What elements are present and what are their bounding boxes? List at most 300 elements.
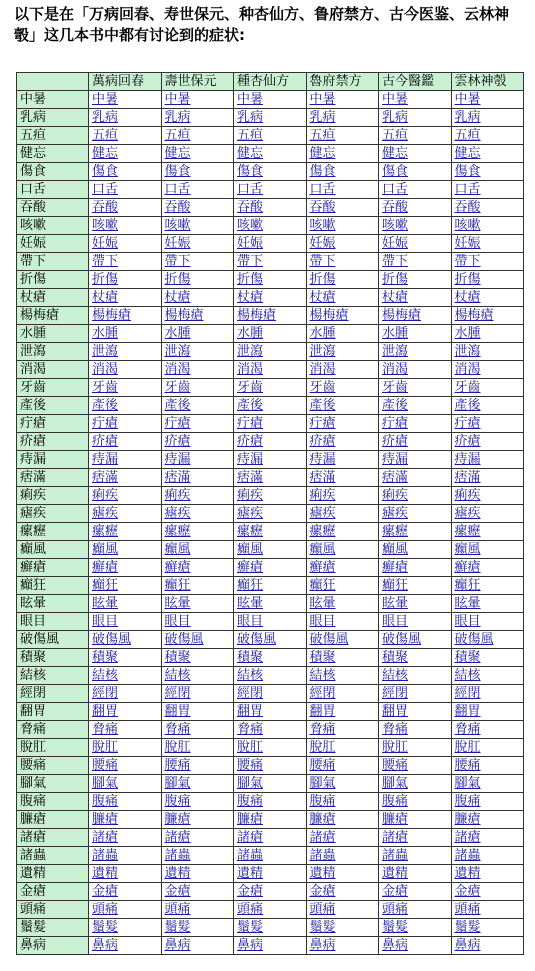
symptom-link[interactable]: 腳氣 bbox=[382, 776, 409, 791]
symptom-link[interactable]: 消渴 bbox=[164, 362, 191, 377]
symptom-link[interactable]: 乳病 bbox=[164, 110, 191, 125]
symptom-link[interactable]: 經閉 bbox=[382, 686, 409, 701]
symptom-link[interactable]: 頭痛 bbox=[92, 902, 119, 917]
symptom-link[interactable]: 痞滿 bbox=[454, 470, 481, 485]
table-cell bbox=[306, 739, 379, 757]
symptom-link[interactable]: 積聚 bbox=[454, 650, 481, 665]
symptom-link[interactable]: 臁瘡 bbox=[382, 812, 409, 827]
symptom-link[interactable]: 積聚 bbox=[237, 650, 264, 665]
symptom-link[interactable]: 口舌 bbox=[309, 182, 336, 197]
symptom-link[interactable]: 傷食 bbox=[382, 164, 409, 179]
symptom-link[interactable]: 疔瘡 bbox=[164, 416, 191, 431]
symptom-link[interactable]: 產後 bbox=[454, 398, 481, 413]
symptom-link[interactable]: 消渴 bbox=[454, 362, 481, 377]
symptom-link[interactable]: 水腫 bbox=[309, 326, 336, 341]
symptom-link[interactable]: 腹痛 bbox=[164, 794, 191, 809]
symptom-link[interactable]: 中暑 bbox=[92, 92, 119, 107]
symptom-link[interactable]: 乳病 bbox=[309, 110, 336, 125]
symptom-link[interactable]: 杖瘡 bbox=[382, 290, 409, 305]
symptom-link[interactable]: 水腫 bbox=[164, 326, 191, 341]
symptom-link[interactable]: 頭痛 bbox=[382, 902, 409, 917]
symptom-link[interactable]: 腹痛 bbox=[237, 794, 264, 809]
symptom-link[interactable]: 經閉 bbox=[237, 686, 264, 701]
symptom-link[interactable]: 眼目 bbox=[164, 614, 191, 629]
symptom-link[interactable]: 折傷 bbox=[164, 272, 191, 287]
symptom-link[interactable]: 痞滿 bbox=[164, 470, 191, 485]
symptom-link[interactable]: 經閉 bbox=[92, 686, 119, 701]
symptom-link[interactable]: 痢疾 bbox=[454, 488, 481, 503]
symptom-link[interactable]: 結核 bbox=[164, 668, 191, 683]
symptom-link[interactable]: 牙齒 bbox=[454, 380, 481, 395]
symptom-link[interactable]: 瘧疾 bbox=[454, 506, 481, 521]
symptom-link[interactable]: 瘰癧 bbox=[382, 524, 409, 539]
symptom-link[interactable]: 癲風 bbox=[92, 542, 119, 557]
symptom-link[interactable]: 眼目 bbox=[382, 614, 409, 629]
symptom-link[interactable]: 乳病 bbox=[454, 110, 481, 125]
symptom-link[interactable]: 經閉 bbox=[454, 686, 481, 701]
symptom-link[interactable]: 癲狂 bbox=[454, 578, 481, 593]
symptom-link[interactable]: 吞酸 bbox=[382, 200, 409, 215]
symptom-link[interactable]: 楊梅瘡 bbox=[164, 308, 204, 323]
symptom-link[interactable]: 疥瘡 bbox=[92, 434, 119, 449]
symptom-link[interactable]: 鼻病 bbox=[92, 938, 119, 953]
symptom-link[interactable]: 痞滿 bbox=[92, 470, 119, 485]
symptom-link[interactable]: 瘰癧 bbox=[92, 524, 119, 539]
symptom-link[interactable]: 瘧疾 bbox=[164, 506, 191, 521]
symptom-link[interactable]: 折傷 bbox=[237, 272, 264, 287]
symptom-link[interactable]: 痔漏 bbox=[382, 452, 409, 467]
symptom-link[interactable]: 腰痛 bbox=[382, 758, 409, 773]
symptom-link[interactable]: 疔瘡 bbox=[237, 416, 264, 431]
symptom-link[interactable]: 脫肛 bbox=[164, 740, 191, 755]
symptom-link[interactable]: 癲狂 bbox=[92, 578, 119, 593]
symptom-link[interactable]: 健忘 bbox=[309, 146, 336, 161]
symptom-link[interactable]: 諸蟲 bbox=[309, 848, 336, 863]
symptom-link[interactable]: 痞滿 bbox=[237, 470, 264, 485]
symptom-link[interactable]: 經閉 bbox=[309, 686, 336, 701]
symptom-link[interactable]: 口舌 bbox=[164, 182, 191, 197]
symptom-link[interactable]: 口舌 bbox=[454, 182, 481, 197]
symptom-link[interactable]: 吞酸 bbox=[164, 200, 191, 215]
symptom-link[interactable]: 諸瘡 bbox=[164, 830, 191, 845]
symptom-link[interactable]: 脅痛 bbox=[454, 722, 481, 737]
symptom-link[interactable]: 翻胃 bbox=[237, 704, 264, 719]
symptom-link[interactable]: 遺精 bbox=[92, 866, 119, 881]
symptom-link[interactable]: 口舌 bbox=[237, 182, 264, 197]
symptom-link[interactable]: 鼻病 bbox=[454, 938, 481, 953]
symptom-link[interactable]: 泄瀉 bbox=[237, 344, 264, 359]
symptom-link[interactable]: 疥瘡 bbox=[237, 434, 264, 449]
symptom-link[interactable]: 眩暈 bbox=[164, 596, 191, 611]
symptom-link[interactable]: 鬚髮 bbox=[164, 920, 191, 935]
symptom-link[interactable]: 諸瘡 bbox=[382, 830, 409, 845]
symptom-link[interactable]: 中暑 bbox=[382, 92, 409, 107]
symptom-link[interactable]: 腳氣 bbox=[309, 776, 336, 791]
symptom-link[interactable]: 帶下 bbox=[237, 254, 264, 269]
symptom-link[interactable]: 鬚髮 bbox=[237, 920, 264, 935]
symptom-link[interactable]: 癲風 bbox=[309, 542, 336, 557]
symptom-link[interactable]: 口舌 bbox=[92, 182, 119, 197]
symptom-link[interactable]: 腰痛 bbox=[164, 758, 191, 773]
symptom-link[interactable]: 鬚髮 bbox=[454, 920, 481, 935]
symptom-link[interactable]: 楊梅瘡 bbox=[237, 308, 277, 323]
symptom-link[interactable]: 妊娠 bbox=[164, 236, 191, 251]
symptom-link[interactable]: 破傷風 bbox=[237, 632, 277, 647]
symptom-link[interactable]: 消渴 bbox=[237, 362, 264, 377]
symptom-link[interactable]: 折傷 bbox=[92, 272, 119, 287]
symptom-link[interactable]: 咳嗽 bbox=[237, 218, 264, 233]
symptom-link[interactable]: 傷食 bbox=[92, 164, 119, 179]
symptom-link[interactable]: 眼目 bbox=[454, 614, 481, 629]
symptom-link[interactable]: 杖瘡 bbox=[309, 290, 336, 305]
symptom-link[interactable]: 折傷 bbox=[309, 272, 336, 287]
symptom-link[interactable]: 痔漏 bbox=[237, 452, 264, 467]
symptom-link[interactable]: 瘰癧 bbox=[454, 524, 481, 539]
symptom-link[interactable]: 泄瀉 bbox=[454, 344, 481, 359]
symptom-link[interactable]: 眩暈 bbox=[237, 596, 264, 611]
symptom-link[interactable]: 五疸 bbox=[382, 128, 409, 143]
symptom-link[interactable]: 痞滿 bbox=[382, 470, 409, 485]
symptom-link[interactable]: 水腫 bbox=[237, 326, 264, 341]
symptom-link[interactable]: 破傷風 bbox=[164, 632, 204, 647]
symptom-link[interactable]: 腳氣 bbox=[454, 776, 481, 791]
symptom-link[interactable]: 產後 bbox=[309, 398, 336, 413]
symptom-link[interactable]: 產後 bbox=[237, 398, 264, 413]
symptom-link[interactable]: 瘰癧 bbox=[237, 524, 264, 539]
symptom-link[interactable]: 健忘 bbox=[164, 146, 191, 161]
symptom-link[interactable]: 傷食 bbox=[309, 164, 336, 179]
symptom-link[interactable]: 金瘡 bbox=[454, 884, 481, 899]
symptom-link[interactable]: 瘰癧 bbox=[309, 524, 336, 539]
symptom-link[interactable]: 經閉 bbox=[164, 686, 191, 701]
symptom-link[interactable]: 妊娠 bbox=[309, 236, 336, 251]
symptom-link[interactable]: 臁瘡 bbox=[237, 812, 264, 827]
table-cell bbox=[379, 685, 452, 703]
symptom-link[interactable]: 產後 bbox=[382, 398, 409, 413]
symptom-link[interactable]: 脫肛 bbox=[237, 740, 264, 755]
symptom-link[interactable]: 頭痛 bbox=[309, 902, 336, 917]
symptom-link[interactable]: 眩暈 bbox=[382, 596, 409, 611]
symptom-link[interactable]: 癲風 bbox=[382, 542, 409, 557]
symptom-link[interactable]: 杖瘡 bbox=[237, 290, 264, 305]
symptom-link[interactable]: 泄瀉 bbox=[164, 344, 191, 359]
symptom-link[interactable]: 脫肛 bbox=[309, 740, 336, 755]
symptom-link[interactable]: 楊梅瘡 bbox=[454, 308, 494, 323]
symptom-link[interactable]: 妊娠 bbox=[92, 236, 119, 251]
symptom-link[interactable]: 瘧疾 bbox=[92, 506, 119, 521]
symptom-link[interactable]: 五疸 bbox=[237, 128, 264, 143]
symptom-link[interactable]: 脫肛 bbox=[454, 740, 481, 755]
symptom-link[interactable]: 破傷風 bbox=[309, 632, 349, 647]
symptom-link[interactable]: 疥瘡 bbox=[454, 434, 481, 449]
symptom-link[interactable]: 癬瘡 bbox=[454, 560, 481, 575]
symptom-link[interactable]: 五疸 bbox=[454, 128, 481, 143]
symptom-link[interactable]: 遺精 bbox=[164, 866, 191, 881]
symptom-link[interactable]: 腹痛 bbox=[454, 794, 481, 809]
symptom-link[interactable]: 泄瀉 bbox=[309, 344, 336, 359]
symptom-link[interactable]: 傷食 bbox=[454, 164, 481, 179]
symptom-link[interactable]: 泄瀉 bbox=[92, 344, 119, 359]
symptom-link[interactable]: 牙齒 bbox=[92, 380, 119, 395]
symptom-link[interactable]: 癲狂 bbox=[309, 578, 336, 593]
symptom-link[interactable]: 傷食 bbox=[237, 164, 264, 179]
symptom-link[interactable]: 健忘 bbox=[382, 146, 409, 161]
symptom-link[interactable]: 眩暈 bbox=[92, 596, 119, 611]
symptom-link[interactable]: 中暑 bbox=[237, 92, 264, 107]
table-cell bbox=[306, 325, 379, 343]
symptom-link[interactable]: 健忘 bbox=[92, 146, 119, 161]
symptom-link[interactable]: 遺精 bbox=[237, 866, 264, 881]
symptom-link[interactable]: 結核 bbox=[382, 668, 409, 683]
symptom-link[interactable]: 口舌 bbox=[382, 182, 409, 197]
symptom-link[interactable]: 癲狂 bbox=[237, 578, 264, 593]
symptom-link[interactable]: 腳氣 bbox=[164, 776, 191, 791]
symptom-link[interactable]: 腹痛 bbox=[92, 794, 119, 809]
symptom-link[interactable]: 金瘡 bbox=[164, 884, 191, 899]
symptom-link[interactable]: 咳嗽 bbox=[309, 218, 336, 233]
table-cell bbox=[234, 703, 307, 721]
symptom-link[interactable]: 痢疾 bbox=[237, 488, 264, 503]
symptom-link[interactable]: 乳病 bbox=[237, 110, 264, 125]
symptom-link[interactable]: 諸瘡 bbox=[92, 830, 119, 845]
symptom-link[interactable]: 健忘 bbox=[237, 146, 264, 161]
symptom-link[interactable]: 諸瘡 bbox=[237, 830, 264, 845]
symptom-link[interactable]: 水腫 bbox=[92, 326, 119, 341]
symptom-link[interactable]: 翻胃 bbox=[454, 704, 481, 719]
symptom-link[interactable]: 金瘡 bbox=[309, 884, 336, 899]
symptom-link[interactable]: 帶下 bbox=[164, 254, 191, 269]
symptom-link[interactable]: 脅痛 bbox=[237, 722, 264, 737]
symptom-link[interactable]: 翻胃 bbox=[92, 704, 119, 719]
symptom-link[interactable]: 金瘡 bbox=[92, 884, 119, 899]
symptom-link[interactable]: 結核 bbox=[92, 668, 119, 683]
symptom-link[interactable]: 疔瘡 bbox=[382, 416, 409, 431]
symptom-link[interactable]: 頭痛 bbox=[454, 902, 481, 917]
table-cell bbox=[306, 523, 379, 541]
symptom-link[interactable]: 傷食 bbox=[164, 164, 191, 179]
symptom-link[interactable]: 中暑 bbox=[454, 92, 481, 107]
symptom-link[interactable]: 咳嗽 bbox=[92, 218, 119, 233]
symptom-link[interactable]: 癲風 bbox=[237, 542, 264, 557]
symptom-link[interactable]: 瘧疾 bbox=[309, 506, 336, 521]
table-cell bbox=[89, 181, 162, 199]
symptom-link[interactable]: 諸蟲 bbox=[237, 848, 264, 863]
symptom-link[interactable]: 腰痛 bbox=[92, 758, 119, 773]
symptom-link[interactable]: 遺精 bbox=[382, 866, 409, 881]
symptom-link[interactable]: 消渴 bbox=[309, 362, 336, 377]
symptom-link[interactable]: 痢疾 bbox=[164, 488, 191, 503]
symptom-link[interactable]: 諸蟲 bbox=[382, 848, 409, 863]
symptom-link[interactable]: 臁瘡 bbox=[309, 812, 336, 827]
symptom-link[interactable]: 脅痛 bbox=[382, 722, 409, 737]
symptom-link[interactable]: 積聚 bbox=[382, 650, 409, 665]
symptom-link[interactable]: 翻胃 bbox=[309, 704, 336, 719]
symptom-link[interactable]: 癬瘡 bbox=[382, 560, 409, 575]
symptom-link[interactable]: 癬瘡 bbox=[92, 560, 119, 575]
symptom-link[interactable]: 結核 bbox=[309, 668, 336, 683]
symptom-link[interactable]: 癬瘡 bbox=[237, 560, 264, 575]
symptom-link[interactable]: 牙齒 bbox=[382, 380, 409, 395]
symptom-link[interactable]: 帶下 bbox=[382, 254, 409, 269]
symptom-link[interactable]: 痢疾 bbox=[309, 488, 336, 503]
symptom-link[interactable]: 破傷風 bbox=[454, 632, 494, 647]
symptom-link[interactable]: 遺精 bbox=[309, 866, 336, 881]
symptom-link[interactable]: 癬瘡 bbox=[309, 560, 336, 575]
symptom-link[interactable]: 帶下 bbox=[454, 254, 481, 269]
symptom-link[interactable]: 折傷 bbox=[454, 272, 481, 287]
symptom-link[interactable]: 健忘 bbox=[454, 146, 481, 161]
symptom-link[interactable]: 咳嗽 bbox=[382, 218, 409, 233]
symptom-link[interactable]: 楊梅瘡 bbox=[382, 308, 422, 323]
symptom-link[interactable]: 產後 bbox=[92, 398, 119, 413]
symptom-link[interactable]: 金瘡 bbox=[237, 884, 264, 899]
symptom-link[interactable]: 癲風 bbox=[454, 542, 481, 557]
table-cell bbox=[306, 379, 379, 397]
symptom-link[interactable]: 鼻病 bbox=[237, 938, 264, 953]
symptom-link[interactable]: 乳病 bbox=[382, 110, 409, 125]
symptom-link[interactable]: 破傷風 bbox=[92, 632, 132, 647]
symptom-link[interactable]: 癬瘡 bbox=[164, 560, 191, 575]
symptom-link[interactable]: 痞滿 bbox=[309, 470, 336, 485]
symptom-link[interactable]: 折傷 bbox=[382, 272, 409, 287]
table-cell bbox=[451, 865, 524, 883]
symptom-link[interactable]: 鬚髮 bbox=[382, 920, 409, 935]
symptom-link[interactable]: 咳嗽 bbox=[454, 218, 481, 233]
symptom-link[interactable]: 咳嗽 bbox=[164, 218, 191, 233]
symptom-link[interactable]: 臁瘡 bbox=[92, 812, 119, 827]
symptom-link[interactable]: 中暑 bbox=[164, 92, 191, 107]
symptom-link[interactable]: 遺精 bbox=[454, 866, 481, 881]
symptom-link[interactable]: 五疸 bbox=[309, 128, 336, 143]
symptom-link[interactable]: 痢疾 bbox=[382, 488, 409, 503]
symptom-link[interactable]: 吞酸 bbox=[454, 200, 481, 215]
symptom-link[interactable]: 眩暈 bbox=[309, 596, 336, 611]
symptom-link[interactable]: 癲狂 bbox=[164, 578, 191, 593]
symptom-link[interactable]: 水腫 bbox=[382, 326, 409, 341]
symptom-link[interactable]: 鬚髮 bbox=[92, 920, 119, 935]
symptom-link[interactable]: 妊娠 bbox=[454, 236, 481, 251]
symptom-link[interactable]: 吞酸 bbox=[92, 200, 119, 215]
symptom-link[interactable]: 癲狂 bbox=[382, 578, 409, 593]
symptom-link[interactable]: 痢疾 bbox=[92, 488, 119, 503]
symptom-link[interactable]: 疥瘡 bbox=[309, 434, 336, 449]
symptom-link[interactable]: 鼻病 bbox=[164, 938, 191, 953]
symptom-link[interactable]: 積聚 bbox=[309, 650, 336, 665]
table-cell bbox=[161, 703, 234, 721]
symptom-link[interactable]: 泄瀉 bbox=[382, 344, 409, 359]
symptom-link[interactable]: 牙齒 bbox=[309, 380, 336, 395]
symptom-link[interactable]: 臁瘡 bbox=[454, 812, 481, 827]
symptom-link[interactable]: 五疸 bbox=[164, 128, 191, 143]
symptom-link[interactable]: 脫肛 bbox=[382, 740, 409, 755]
symptom-link[interactable]: 諸蟲 bbox=[164, 848, 191, 863]
symptom-link[interactable]: 腹痛 bbox=[382, 794, 409, 809]
symptom-link[interactable]: 五疸 bbox=[92, 128, 119, 143]
symptom-link[interactable]: 金瘡 bbox=[382, 884, 409, 899]
symptom-link[interactable]: 疔瘡 bbox=[309, 416, 336, 431]
symptom-link[interactable]: 積聚 bbox=[92, 650, 119, 665]
symptom-link[interactable]: 眼目 bbox=[92, 614, 119, 629]
symptom-link[interactable]: 杖瘡 bbox=[454, 290, 481, 305]
symptom-link[interactable]: 痔漏 bbox=[164, 452, 191, 467]
symptom-link[interactable]: 腰痛 bbox=[309, 758, 336, 773]
symptom-link[interactable]: 楊梅瘡 bbox=[309, 308, 349, 323]
symptom-link[interactable]: 吞酸 bbox=[237, 200, 264, 215]
symptom-link[interactable]: 瘰癧 bbox=[164, 524, 191, 539]
symptom-link[interactable]: 諸蟲 bbox=[92, 848, 119, 863]
symptom-link[interactable]: 腰痛 bbox=[237, 758, 264, 773]
symptom-link[interactable]: 鬚髮 bbox=[309, 920, 336, 935]
symptom-link[interactable]: 帶下 bbox=[92, 254, 119, 269]
symptom-link[interactable]: 積聚 bbox=[164, 650, 191, 665]
symptom-link[interactable]: 疔瘡 bbox=[92, 416, 119, 431]
symptom-link[interactable]: 腳氣 bbox=[237, 776, 264, 791]
symptom-link[interactable]: 妊娠 bbox=[237, 236, 264, 251]
symptom-link[interactable]: 頭痛 bbox=[237, 902, 264, 917]
symptom-link[interactable]: 消渴 bbox=[92, 362, 119, 377]
symptom-link[interactable]: 吞酸 bbox=[309, 200, 336, 215]
symptom-link[interactable]: 破傷風 bbox=[382, 632, 422, 647]
symptom-link[interactable]: 鼻病 bbox=[382, 938, 409, 953]
symptom-link[interactable]: 產後 bbox=[164, 398, 191, 413]
symptom-link[interactable]: 頭痛 bbox=[164, 902, 191, 917]
symptom-link[interactable]: 諸瘡 bbox=[309, 830, 336, 845]
symptom-link[interactable]: 帶下 bbox=[309, 254, 336, 269]
symptom-link[interactable]: 眼目 bbox=[309, 614, 336, 629]
symptom-link[interactable]: 痔漏 bbox=[309, 452, 336, 467]
symptom-link[interactable]: 諸瘡 bbox=[454, 830, 481, 845]
symptom-link[interactable]: 鼻病 bbox=[309, 938, 336, 953]
symptom-link[interactable]: 腳氣 bbox=[92, 776, 119, 791]
symptom-link[interactable]: 翻胃 bbox=[164, 704, 191, 719]
symptom-link[interactable]: 眼目 bbox=[237, 614, 264, 629]
symptom-link[interactable]: 消渴 bbox=[382, 362, 409, 377]
symptom-link[interactable]: 楊梅瘡 bbox=[92, 308, 132, 323]
symptom-link[interactable]: 中暑 bbox=[309, 92, 336, 107]
symptom-link[interactable]: 杖瘡 bbox=[164, 290, 191, 305]
symptom-link[interactable]: 水腫 bbox=[454, 326, 481, 341]
symptom-link[interactable]: 癲風 bbox=[164, 542, 191, 557]
symptom-link[interactable]: 腹痛 bbox=[309, 794, 336, 809]
symptom-link[interactable]: 諸蟲 bbox=[454, 848, 481, 863]
symptom-link[interactable]: 牙齒 bbox=[237, 380, 264, 395]
symptom-link[interactable]: 臁瘡 bbox=[164, 812, 191, 827]
symptom-link[interactable]: 妊娠 bbox=[382, 236, 409, 251]
symptom-link[interactable]: 瘧疾 bbox=[237, 506, 264, 521]
symptom-link[interactable]: 杖瘡 bbox=[92, 290, 119, 305]
symptom-link[interactable]: 牙齒 bbox=[164, 380, 191, 395]
symptom-link[interactable]: 眩暈 bbox=[454, 596, 481, 611]
symptom-link[interactable]: 疥瘡 bbox=[164, 434, 191, 449]
symptom-link[interactable]: 瘧疾 bbox=[382, 506, 409, 521]
table-row bbox=[17, 847, 524, 865]
symptom-link[interactable]: 脫肛 bbox=[92, 740, 119, 755]
symptom-link[interactable]: 痔漏 bbox=[92, 452, 119, 467]
table-cell bbox=[89, 253, 162, 271]
symptom-link[interactable]: 乳病 bbox=[92, 110, 119, 125]
table-cell bbox=[306, 487, 379, 505]
symptom-link[interactable]: 痔漏 bbox=[454, 452, 481, 467]
symptom-link[interactable]: 疥瘡 bbox=[382, 434, 409, 449]
symptom-link[interactable]: 脅痛 bbox=[164, 722, 191, 737]
symptom-link[interactable]: 結核 bbox=[454, 668, 481, 683]
symptom-link[interactable]: 疔瘡 bbox=[454, 416, 481, 431]
symptom-link[interactable]: 脅痛 bbox=[309, 722, 336, 737]
symptom-link[interactable]: 翻胃 bbox=[382, 704, 409, 719]
symptom-link[interactable]: 腰痛 bbox=[454, 758, 481, 773]
symptom-link[interactable]: 結核 bbox=[237, 668, 264, 683]
symptom-link[interactable]: 脅痛 bbox=[92, 722, 119, 737]
